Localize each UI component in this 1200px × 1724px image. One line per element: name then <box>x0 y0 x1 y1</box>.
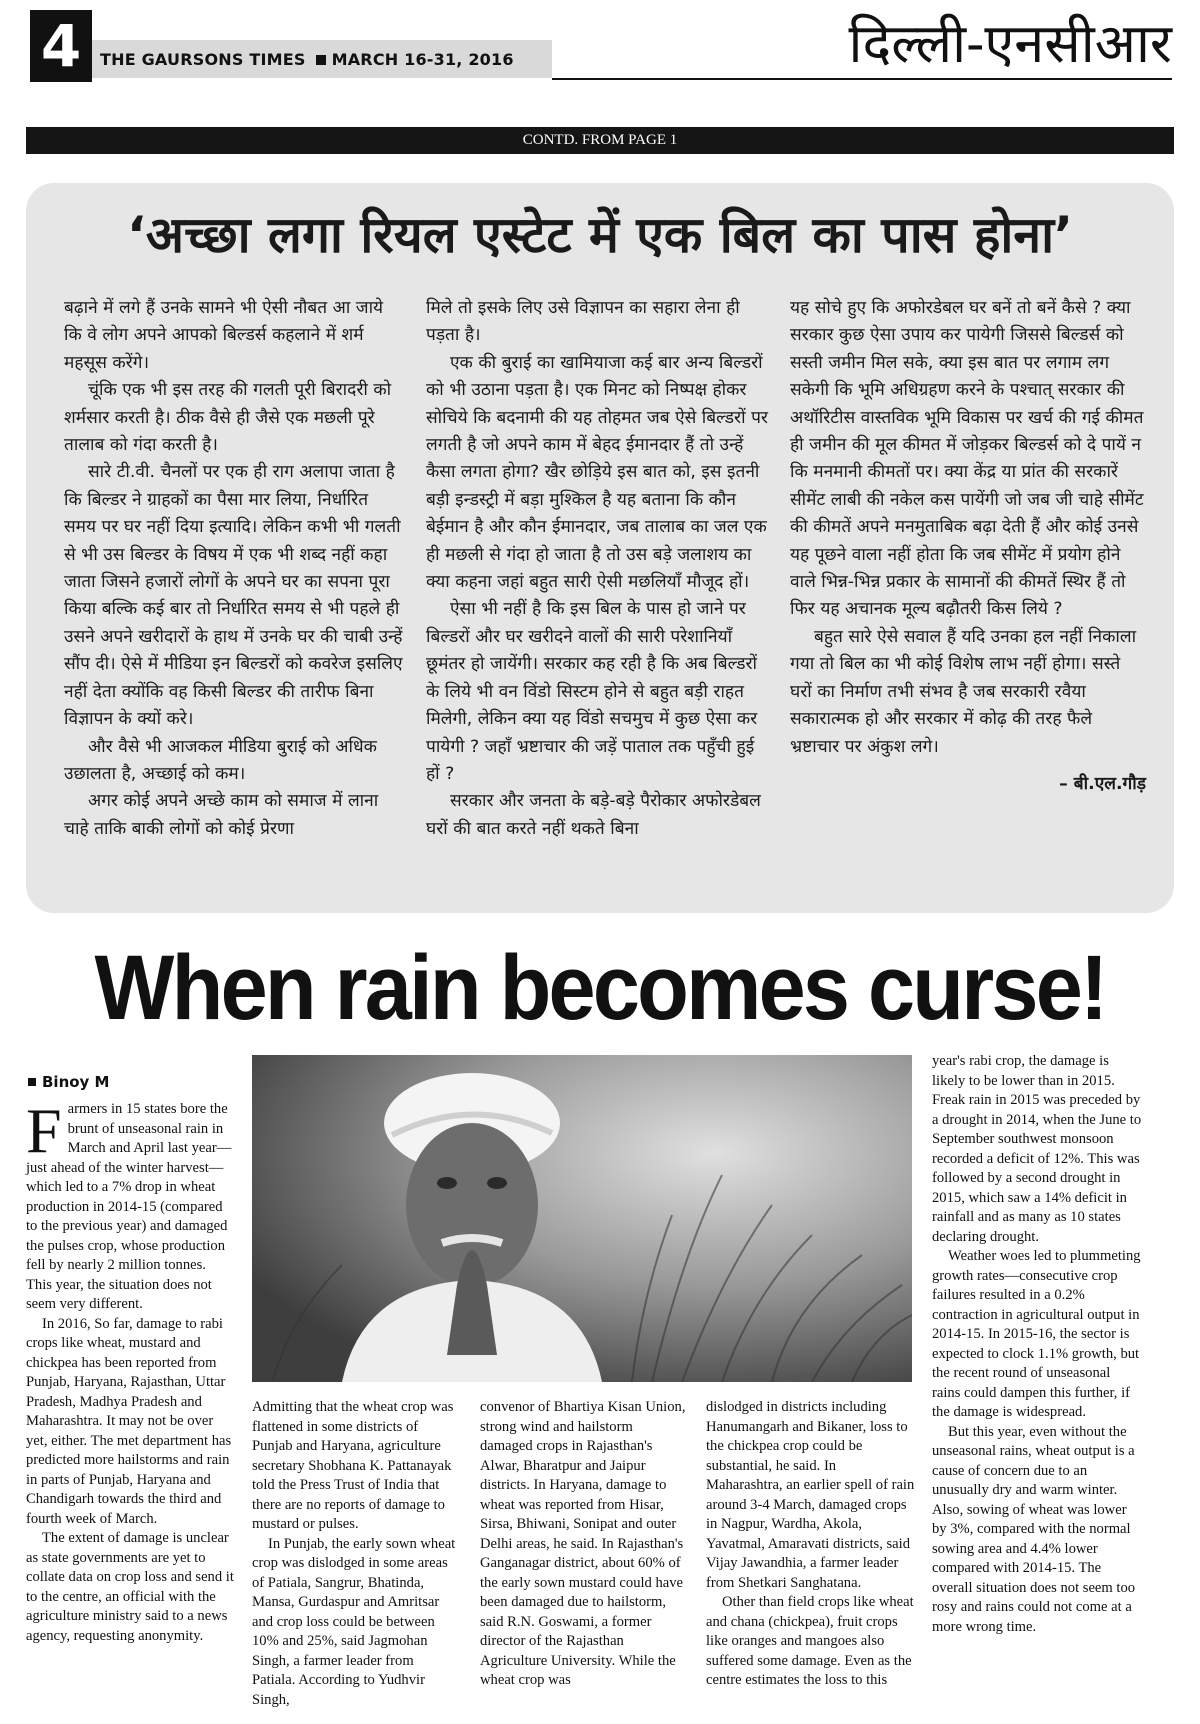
hindi-column-3 <box>790 295 1146 798</box>
paragraph: और वैसे भी आजकल मीडिया बुराई को अधिक उछालता है, अच्छाई को कम। <box>64 736 377 784</box>
continued-label: CONTD. FROM PAGE 1 <box>26 127 1174 154</box>
paragraph: अगर कोई अपने अच्छे काम को समाज में लाना चाहे ताकि बाकी लोगों को कोई प्रेरणा <box>64 791 379 839</box>
paragraph: Farmers in 15 states bore the brunt of unseasonal rain in March and April last year—just ahead of the winter harvest—which led to a 7% drop in wheat production in 2014-15 (compared to the previous year) and damaged the pulses crop, whose production fell by nearly 2 million tonnes. This year, the situation does not seem very different. <box>26 1095 232 1312</box>
paragraph: Other than field crops like wheat and chana (chickpea), fruit crops like oranges and mangoes also suffered some damage. Even as the centre estimates the loss to this <box>706 1594 914 1688</box>
hindi-article-title: ‘अच्छा लगा रियल एस्टेट में एक बिल का पास होना’ <box>126 206 1074 264</box>
paragraph: In 2016, So far, damage to rabi crops like wheat, mustard and chickpea has been reported from Punjab, Haryana, Rajasthan, Uttar Pradesh, Madhya Pradesh and Maharashtra. It may not be over yet, either. The met department has predicted more hailstorms and rain in parts of Punjab, Haryana and Chandigarh towards the third and fourth week of March. <box>26 1315 232 1527</box>
english-headline: When rain becomes curse! <box>94 937 1106 1039</box>
paragraph: dislodged in districts including Hanumangarh and Bikaner, loss to the chickpea crop could be substantial, he said. In Maharashtra, an earlier spell of rain around 3-4 March, damaged crops in Nagpur, Wardha, Akola, Yavatmal, Amaravati districts, said Vijay Jawandhia, a farmer leader from Shetkari Sanghatana. <box>706 1399 915 1591</box>
english-column-3 <box>480 1398 686 1691</box>
separator-square-icon <box>316 55 326 65</box>
author-byline <box>28 1073 110 1091</box>
issue-date: MARCH 16-31, 2016 <box>331 50 514 69</box>
paragraph: बढ़ाने में लगे हैं उनके सामने भी ऐसी नौबत आ जाये कि वे लोग अपने आपको बिल्डर्स कहलाने में शर्म महसूस करेंगे। <box>64 298 384 373</box>
hindi-article-box <box>26 183 1174 913</box>
paragraph: सरकार और जनता के बड़े-बड़े पैरोकार अफोरडेबल घरों की बात करते नहीं थकते बिना <box>426 791 761 839</box>
paragraph: यह सोचे हुए कि अफोरडेबल घर बनें तो बनें कैसे ? क्या सरकार कुछ ऐसा उपाय कर पायेगी जिससे बिल्डर्स को सस्ती जमीन मिल सके, क्या इस बात पर लगाम लग सकेगी कि भूमि अधिग्रहण करने के पश्चात् सरकार की अथॉरिटीस वास्तविक भूमि विकास पर खर्च की गई कीमत ही जमीन की मूल कीमत में जोड़कर बिल्डर्स को दे पायें न कि मनमानी कीमतों पर। क्या केंद्र या प्रांत की सरकारें सीमेंट लाबी की नकेल कस पायेंगी जो जब जी चाहे सीमेंट की कीमतें अपने मनमुताबिक बढ़ा देती हैं और कोई उनसे यह पूछने वाला नहीं होता कि जब सीमेंट में प्रयोग होने वाले भिन्न-भिन्न प्रकार के सामानों की कीमतें स्थिर हैं तो फिर यह अचानक मूल्य बढ़ौतरी किस लिये ? <box>790 298 1144 620</box>
paragraph: मिले तो इसके लिए उसे विज्ञापन का सहारा लेना ही पड़ता है। <box>426 298 740 346</box>
paragraph: convenor of Bhartiya Kisan Union, strong wind and hailstorm damaged crops in Rajasthan's Alwar, Bharatpur and Jaipur districts. In Haryana, damage to wheat was reported from Hisar, Sirsa, Bhiwani, Sonipat and outer Delhi areas, he said. In Rajasthan's Ganganagar district, about 60% of the early sown mustard could have been damaged due to hailstorm, said R.N. Goswami, a former director of the Rajasthan Agriculture University. While the wheat crop was <box>480 1399 686 1688</box>
masthead-bar <box>92 40 552 78</box>
drop-cap: F <box>26 1095 62 1166</box>
photo-illustration <box>252 1055 912 1382</box>
english-column-2 <box>252 1398 456 1710</box>
paragraph: Weather woes led to plummeting growth rates—consecutive crop failures resulted in a 0.2% contraction in agricultural output in 2014-15. In 2015-16, the sector is expected to clock 1.1% growth, but the recent round of unseasonal rains could dampen this further, if the damage is widespread. <box>932 1248 1141 1420</box>
english-column-4 <box>706 1398 916 1691</box>
praying-farmer-photo <box>252 1055 912 1382</box>
author-name: Binoy M <box>42 1073 110 1091</box>
masthead-title: THE GAURSONS TIMES <box>100 50 306 69</box>
paragraph: एक की बुराई का खामियाजा कई बार अन्य बिल्डरों को भी उठाना पड़ता है। एक मिनट को निष्पक्ष होकर सोचिये कि बदनामी की यह तोहमत जब ऐसे बिल्डरों पर लगती है जो अपने काम में बेहद ईमानदार हैं तो उन्हें कैसा लगता होगा? खैर छोड़िये इस बात को, इस इतनी बड़ी इन्डस्ट्री में बड़ा मुश्किल है यह बताना कि कौन बेईमान है और कौन ईमानदार, जब तालाब का जल एक ही मछली से गंदा हो जाता है तो उस बड़े जलाशय का क्या कहना जहां बहुत सारी ऐसी मछलियाँ मौजूद हों। <box>426 352 768 593</box>
hindi-column-1 <box>64 295 404 843</box>
page-number: 4 <box>30 10 92 82</box>
paragraph: ऐसा भी नहीं है कि इस बिल के पास हो जाने पर बिल्डरों और घर खरीदने वालों की सारी परेशानियाँ छूमंतर हो जायेंगी। सरकार कह रही है कि अब बिल्डरों के लिये भी वन विंडो सिस्टम होने से बहुत बड़ी राहत मिलेगी, लेकिन क्या यह विंडो सचमुच में कुछ ऐसा कर पायेगी ? जहाँ भ्रष्टाचार की जड़ें पाताल तक पहुँची हुई हों ? <box>426 599 758 784</box>
header-rule <box>552 78 1172 80</box>
paragraph: In Punjab, the early sown wheat crop was dislodged in some areas of Patiala, Sangrur, Bhatinda, Mansa, Gurdaspur and Amritsar and crop loss could be between 10% and 25%, said Jagmohan Singh, a farmer leader from Patiala. According to Yudhvir Singh, <box>252 1535 456 1708</box>
hindi-byline: – बी.एल.गौड़ <box>1059 773 1146 794</box>
paragraph: बहुत सारे ऐसे सवाल हैं यदि उनका हल नहीं निकाला गया तो बिल का भी कोई विशेष लाभ नहीं होगा। सस्ते घरों का निर्माण तभी संभव है जब सरकारी रवैया सकारात्मक हो और सरकार में कोढ़ की तरह फैले भ्रष्टाचार पर अंकुश लगे। <box>790 626 1137 757</box>
section-title: दिल्ली-एनसीआर <box>848 12 1172 75</box>
paragraph: Admitting that the wheat crop was flattened in some districts of Punjab and Haryana, agriculture secretary Shobhana K. Pattanayak told the Press Trust of India that there are no reports of damage to mustard or pulses. <box>252 1399 454 1532</box>
paragraph: The extent of damage is unclear as state governments are yet to collate data on crop loss and send it to the centre, an official with the agriculture ministry said to a news agency, requesting anonymity. <box>26 1530 234 1644</box>
byline-square-icon <box>28 1078 36 1086</box>
paragraph: year's rabi crop, the damage is likely to be lower than in 2015. Freak rain in 2015 was preceded by a drought in 2014, when the June to September southwest monsoon recorded a deficit of 12%. This was followed by a second drought in 2015, which saw a 14% deficit in rainfall and as many as 10 states declaring drought. <box>932 1053 1142 1245</box>
english-column-1 <box>26 1095 234 1646</box>
hindi-column-2 <box>426 295 770 843</box>
paragraph: चूंकि एक भी इस तरह की गलती पूरी बिरादरी को शर्मसार करती है। ठीक वैसे ही जैसे एक मछली पूरे तालाब को गंदा करती है। <box>64 380 392 456</box>
english-column-5 <box>932 1052 1142 1637</box>
paragraph: But this year, even without the unseasonal rains, wheat output is a cause of concern due to an unusually dry and warm winter. Also, sowing of wheat was lower by 3%, compared with the normal sowing area and 4.4% lower compared with 2014-15. The overall situation does not seem too rosy and rains could not come at a more wrong time. <box>932 1423 1136 1635</box>
paragraph: सारे टी.वी. चैनलों पर एक ही राग अलापा जाता है कि बिल्डर ने ग्राहकों का पैसा मार लिया, निर्धारित समय पर घर नहीं दिया इत्यादि। लेकिन कभी भी गलती से भी उस बिल्डर के विषय में एक भी शब्द नहीं कहा जाता जिसने हजारों लोगों के अपने घर का सपना पूरा किया बल्कि कई बार तो निर्धारित समय से भी पहले ही उसने अपने खरीदारों के हाथ में उनके घर की चाबी उन्हें सौंप दी। ऐसे में मीडिया इन बिल्डरों को कवरेज इसलिए नहीं देता क्योंकि वह किसी बिल्डर की तारीफ बिना विज्ञापन के क्यों करे। <box>64 462 403 730</box>
